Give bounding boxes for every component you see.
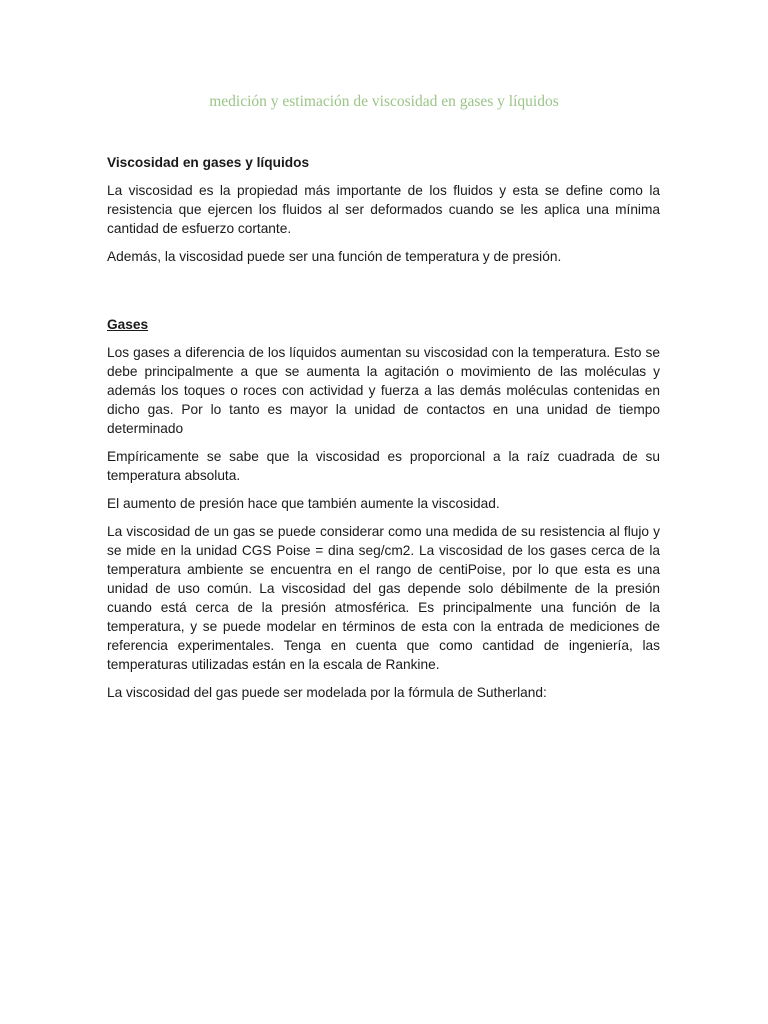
paragraph: La viscosidad de un gas se puede considerar como una medida de su resistencia al flujo y se mide en la unidad CGS Poise = dina seg/cm2. La viscosidad de los gases cerca de la temperatura ambiente se encuentra en el rango de centiPoise, por lo que esta es una unidad de uso común. La viscosidad del gas depende solo débilmente de la presión cuando está cerca de la presión atmosférica. Es principalmente una función de la temperatura, y se puede modelar en términos de esta con la entrada de mediciones de referencia experimentales. Tenga en cuenta que como cantidad de ingeniería, las temperaturas utilizadas están en la escala de Rankine. [107,524,660,672]
paragraph: La viscosidad del gas puede ser modelada por la fórmula de Sutherland: [107,685,547,700]
section-spacer [107,275,660,315]
document-title: medición y estimación de viscosidad en gases y líquidos [209,93,559,110]
document-body [107,153,660,711]
paragraph: La viscosidad es la propiedad más importante de los fluidos y esta se define como la resistencia que ejercen los fluidos al ser deformados cuando se les aplica una mínima cantidad de esfuerzo cortante. [107,183,660,236]
section-heading-gases: Gases [107,317,149,332]
section-heading-viscosidad: Viscosidad en gases y líquidos [107,155,310,170]
paragraph: Los gases a diferencia de los líquidos aumentan su viscosidad con la temperatura. Esto se debe principalmente a que se aumenta la agitación o movimiento de las moléculas y además los toques o roces con actividad y fuerza a las demás moléculas contenidas en dicho gas. Por lo tanto es mayor la unidad de contactos en una unidad de tiempo determinado [107,345,660,436]
paragraph: Además, la viscosidad puede ser una función de temperatura y de presión. [107,249,562,264]
paragraph: Empíricamente se sabe que la viscosidad es proporcional a la raíz cuadrada de su temperatura absoluta. [107,449,660,483]
paragraph: El aumento de presión hace que también aumente la viscosidad. [107,496,500,511]
